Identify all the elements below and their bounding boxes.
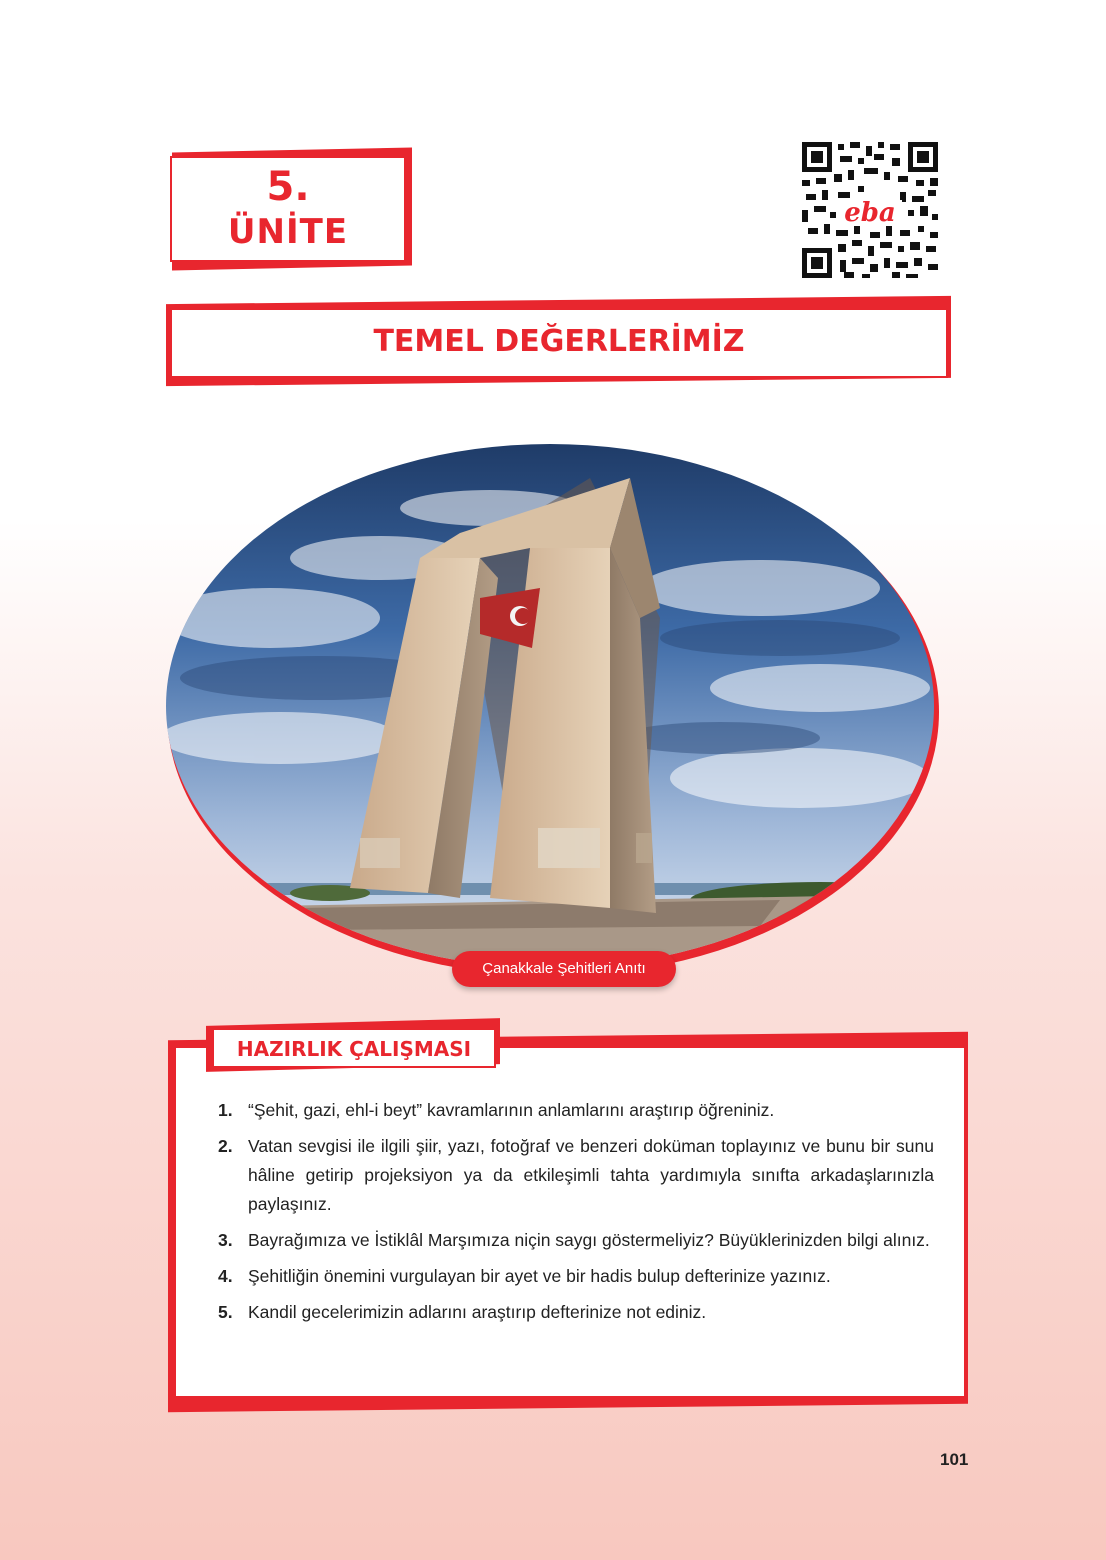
qr-logo-text: eba [844, 198, 896, 228]
item-text: Bayrağımıza ve İstiklâl Marşımıza niçin saygı göstermeliyiz? Büyüklerinizden bilgi alınız. [248, 1230, 930, 1250]
preparation-list [218, 1096, 934, 1334]
unit-box [170, 156, 406, 262]
item-number: 2. [218, 1136, 233, 1156]
list-item [218, 1226, 934, 1255]
item-number: 4. [218, 1266, 233, 1286]
page-title: TEMEL DEĞERLERİMİZ [373, 324, 745, 359]
item-text: “Şehit, gazi, ehl-i beyt” kavramlarının anlamlarını araştırıp öğreniniz. [248, 1100, 775, 1120]
item-text: Vatan sevgisi ile ilgili şiir, yazı, fotoğraf ve benzeri doküman toplayınız ve bunu bir sunu hâline getirip projeksiyon ya da etkileşimli tahta yardımıyla sınıfta arkadaşlarınızla paylaşınız. [248, 1136, 934, 1214]
list-item [218, 1298, 934, 1327]
item-text: Şehitliğin önemini vurgulayan bir ayet ve bir hadis bulup defterinize yazınız. [248, 1266, 831, 1286]
list-item [218, 1132, 934, 1219]
unit-label: ÜNİTE [227, 212, 349, 252]
item-number: 3. [218, 1230, 233, 1250]
monument-photo [160, 438, 940, 986]
qr-code[interactable] [800, 140, 940, 280]
item-text: Kandil gecelerimizin adlarını araştırıp defterinize not ediniz. [248, 1302, 707, 1322]
preparation-heading: HAZIRLIK ÇALIŞMASI [212, 1028, 496, 1068]
item-number: 5. [218, 1302, 233, 1322]
unit-number: 5. [266, 164, 310, 210]
list-item [218, 1096, 934, 1125]
item-number: 1. [218, 1100, 233, 1120]
title-banner [170, 308, 948, 378]
list-item [218, 1262, 934, 1291]
page-number: 101 [940, 1450, 969, 1469]
photo-caption: Çanakkale Şehitleri Anıtı [452, 951, 676, 987]
